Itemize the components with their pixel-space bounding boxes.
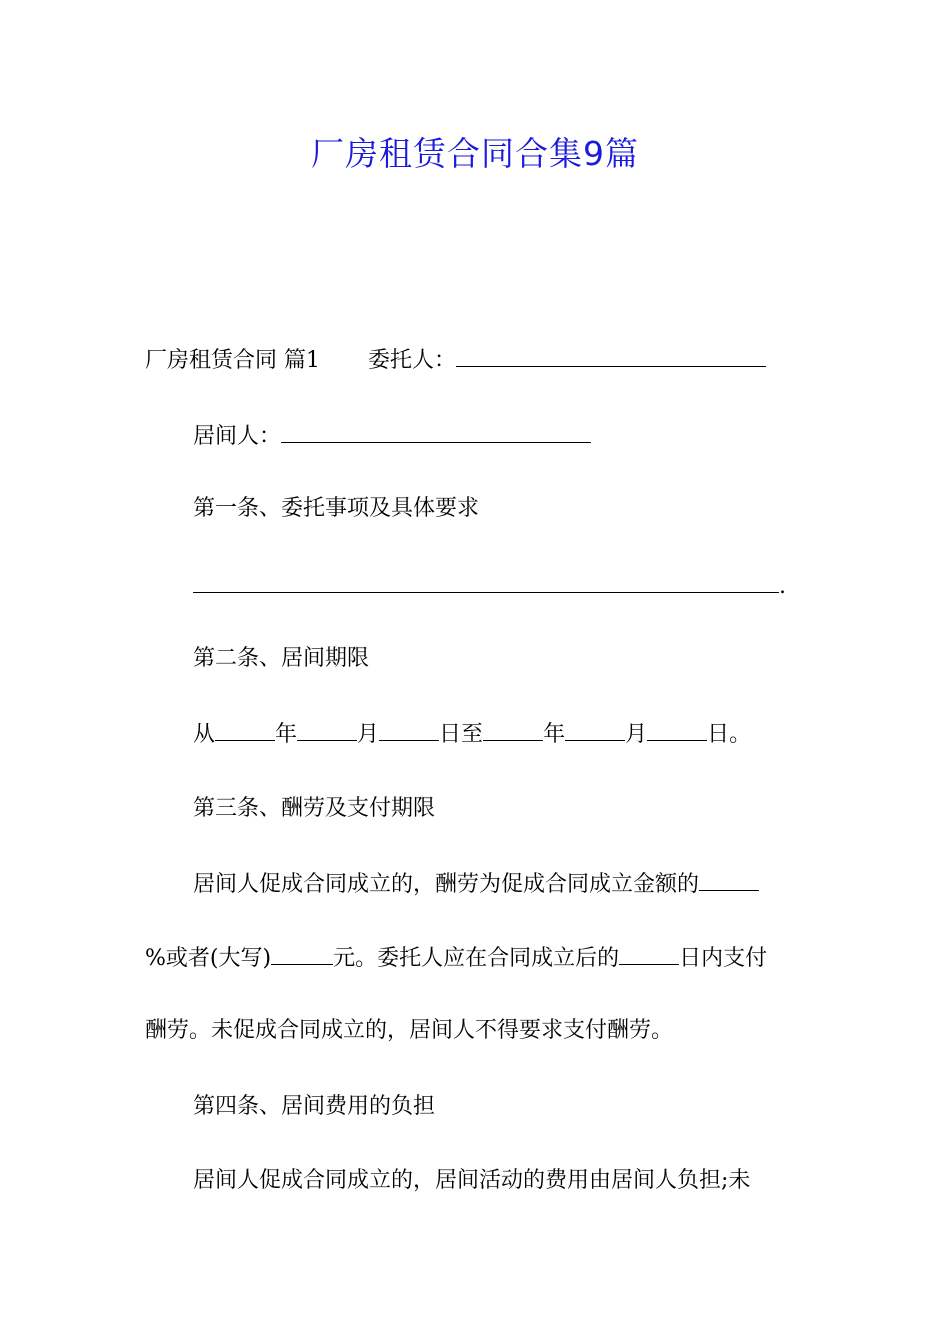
fee-line-1 [193, 868, 759, 900]
expense-line-1: 居间人促成合同成立的，居间活动的费用由居间人负担;未 [193, 1168, 751, 1193]
end-month-blank [565, 718, 625, 741]
end-year-blank [483, 718, 543, 741]
year-label: 年 [543, 722, 566, 747]
article-4-heading: 第四条、居间费用的负担 [193, 1094, 436, 1119]
fee-line-3: 酬劳。未促成合同成立的，居间人不得要求支付酬劳。 [145, 1018, 674, 1043]
intermediary-line [193, 420, 591, 452]
month-label: 月 [625, 722, 648, 747]
fee-days-blank [619, 942, 679, 965]
intermediary-label: 居间人： [193, 424, 282, 449]
term-from: 从 [193, 722, 216, 747]
article-1-heading: 第一条、委托事项及具体要求 [193, 496, 480, 521]
fee-percent-blank [699, 868, 759, 891]
requirements-period: . [779, 574, 786, 599]
contract-heading: 厂房租赁合同 篇1 [145, 348, 320, 373]
day-to-label: 日至 [439, 722, 484, 747]
fee-line-2 [145, 942, 767, 974]
start-month-blank [297, 718, 357, 741]
article-2-heading: 第二条、居间期限 [193, 646, 370, 671]
principal-blank [456, 344, 766, 367]
requirements-blank-line [193, 570, 786, 602]
contract-heading-line [145, 344, 766, 376]
article-3-heading: 第三条、酬劳及支付期限 [193, 796, 436, 821]
intermediary-blank [281, 420, 591, 443]
fee-text-2c: 日内支付 [679, 946, 768, 971]
year-label: 年 [275, 722, 298, 747]
requirements-blank [193, 570, 779, 593]
fee-text-1: 居间人促成合同成立的，酬劳为促成合同成立金额的 [193, 872, 700, 897]
start-day-blank [379, 718, 439, 741]
day-end-label: 日。 [707, 722, 752, 747]
start-year-blank [215, 718, 275, 741]
fee-amount-blank [271, 942, 333, 965]
fee-text-2b: 元。委托人应在合同成立后的 [333, 946, 620, 971]
fee-text-2a: %或者(大写) [145, 946, 272, 971]
term-line [193, 718, 751, 750]
month-label: 月 [357, 722, 380, 747]
document-title: 厂房租赁合同合集9篇 [311, 134, 639, 173]
end-day-blank [647, 718, 707, 741]
principal-label: 委托人： [368, 348, 457, 373]
